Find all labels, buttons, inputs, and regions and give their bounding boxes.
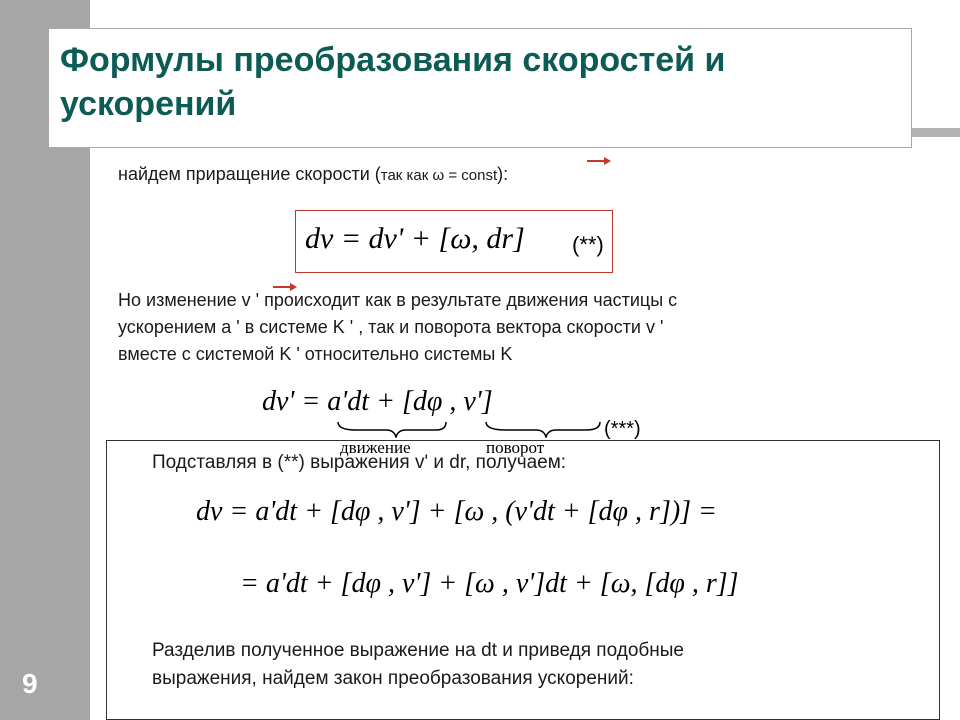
label-motion: движение: [340, 438, 411, 457]
slide-number: 9: [22, 668, 38, 699]
formula-tag-double-star: (**): [572, 232, 604, 257]
decorative-bar: [912, 128, 960, 137]
underbrace-icon: [336, 420, 606, 438]
intro-line: [118, 162, 508, 188]
formula-tag-triple-star: (***): [604, 418, 641, 440]
omega-arrow-icon: [586, 156, 612, 166]
intro-end: ):: [497, 164, 509, 184]
substitution-text: Подставляя в (**) выражения v' и dr, получаем:: [152, 452, 567, 473]
formula-main: dv = dv' + [ω, dr]: [305, 222, 525, 255]
intro-condition: так как ω = const: [380, 167, 498, 184]
formula-second: dv' = a'dt + [dφ , v']: [262, 386, 493, 417]
paragraph-line-2: ускорением a ' в системе K ' , так и поворота вектора скорости v ': [118, 317, 664, 337]
formula-expanded-1: dv = a'dt + [dφ , v'] + [ω , (v'dt + [dφ , r])] =: [196, 496, 717, 527]
conclusion-line-2: выражения, найдем закон преобразования ускорений:: [152, 668, 634, 689]
formula-expanded-2: = a'dt + [dφ , v'] + [ω , v']dt + [ω, [dφ , r]]: [240, 568, 739, 599]
paragraph-line-3: вместе с системой K ' относительно системы K: [118, 344, 513, 364]
intro-text: найдем приращение скорости (: [118, 164, 381, 184]
slide-title: Формулы преобразования скоростей и ускорений: [60, 41, 726, 123]
paragraph-line-1: Но изменение v ' происходит как в результате движения частицы с: [118, 290, 678, 310]
conclusion-line-1: Разделив полученное выражение на dt и приведя подобные: [152, 640, 684, 661]
velocity-arrow-icon: [272, 282, 298, 292]
label-rotation: поворот: [486, 438, 545, 457]
